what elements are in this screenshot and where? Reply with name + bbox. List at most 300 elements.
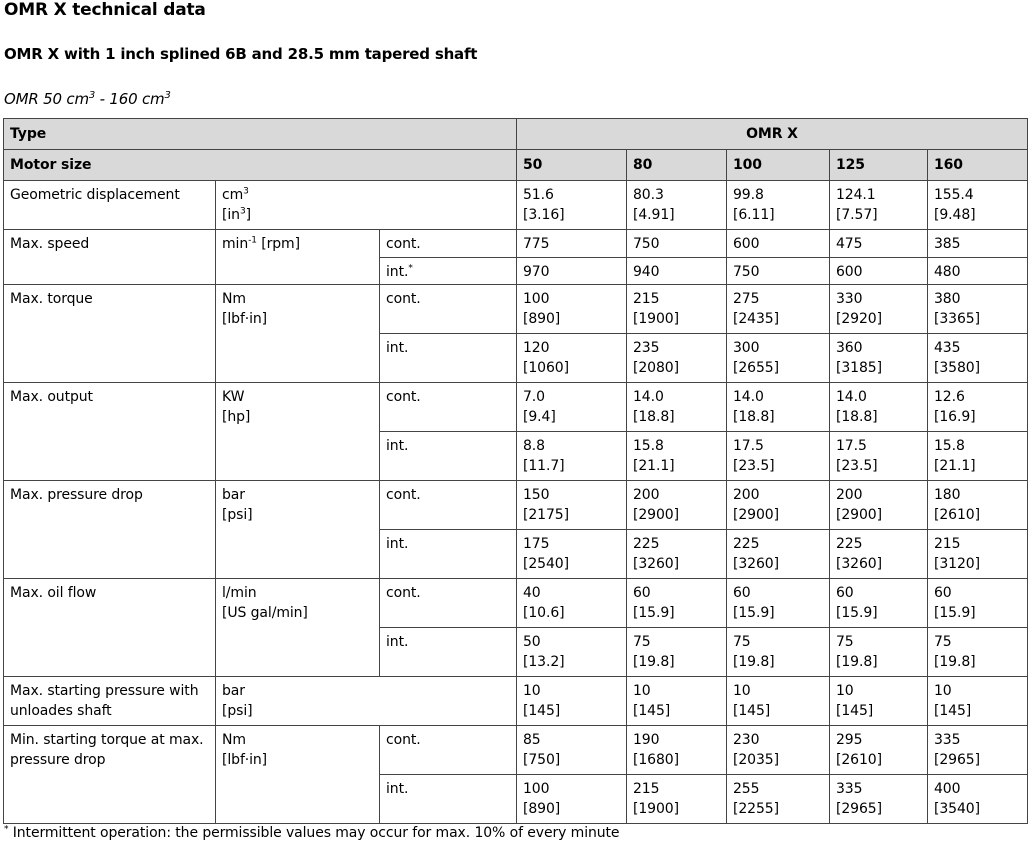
motor-size-label: Motor size xyxy=(10,157,92,173)
value-line: 14.0 xyxy=(633,389,664,405)
value-cell xyxy=(517,530,627,579)
value-line: [3260] xyxy=(633,556,679,572)
unit-text: min xyxy=(222,236,249,252)
value-line: 17.5 xyxy=(836,438,867,454)
param-label-cell xyxy=(4,383,216,481)
param-label-cell xyxy=(4,230,216,285)
motor-size-value: 50 xyxy=(523,157,543,173)
value-cell xyxy=(830,628,928,677)
motor-size-value: 80 xyxy=(633,157,653,173)
value-line: [2540] xyxy=(523,556,569,572)
row-starttorque-cont xyxy=(4,726,1028,775)
value-line: [15.9] xyxy=(934,605,976,621)
value-line: 75 xyxy=(934,634,952,650)
motor-size-cell xyxy=(928,150,1028,181)
param-label-cell xyxy=(4,481,216,579)
value-cell xyxy=(627,285,727,334)
row-speed-cont xyxy=(4,230,1028,258)
mode-cell xyxy=(380,432,517,481)
section-subtitle: OMR X with 1 inch splined 6B and 28.5 mm tapered shaft xyxy=(4,45,478,63)
value-cell xyxy=(627,530,727,579)
value-cell xyxy=(517,628,627,677)
unit-cell xyxy=(216,285,380,383)
value-line: 225 xyxy=(733,536,760,552)
value-line: bar xyxy=(222,487,245,503)
value-line: 275 xyxy=(733,291,760,307)
value-cell xyxy=(727,181,830,230)
value-cell xyxy=(830,530,928,579)
value-cell xyxy=(727,258,830,285)
value-line: 60 xyxy=(934,585,952,601)
unit-text: [rpm] xyxy=(256,236,300,252)
value-cell xyxy=(727,285,830,334)
value-line: 40 xyxy=(523,585,541,601)
value-line: [2610] xyxy=(836,752,882,768)
unit-cell xyxy=(216,230,380,285)
value-line: 200 xyxy=(733,487,760,503)
unit-text: cm xyxy=(222,187,244,203)
mode-label: int. xyxy=(386,438,409,454)
motor-size-value: 160 xyxy=(934,157,963,173)
value-line: 775 xyxy=(523,236,550,252)
value-line: 300 xyxy=(733,340,760,356)
row-torque-cont xyxy=(4,285,1028,334)
value-cell xyxy=(727,383,830,432)
value-line: 255 xyxy=(733,781,760,797)
unit-text: ] xyxy=(245,207,251,223)
value-line: 50 xyxy=(523,634,541,650)
mode-cell xyxy=(380,230,517,258)
value-cell xyxy=(928,677,1028,726)
motor-size-cell xyxy=(517,150,627,181)
value-line: [18.8] xyxy=(836,409,878,425)
value-cell xyxy=(727,628,830,677)
value-line: [hp] xyxy=(222,409,251,425)
value-cell xyxy=(830,230,928,258)
value-cell xyxy=(517,432,627,481)
value-line: 15.8 xyxy=(633,438,664,454)
value-line: 15.8 xyxy=(934,438,965,454)
value-line: [lbf·in] xyxy=(222,311,268,327)
value-cell xyxy=(727,579,830,628)
value-cell xyxy=(517,285,627,334)
value-cell xyxy=(627,481,727,530)
value-cell xyxy=(727,230,830,258)
value-line: 10 xyxy=(633,683,651,699)
value-line: 14.0 xyxy=(733,389,764,405)
value-line: 215 xyxy=(633,781,660,797)
value-line: [9.4] xyxy=(523,409,556,425)
value-line: 100 xyxy=(523,781,550,797)
value-cell xyxy=(928,628,1028,677)
value-cell xyxy=(727,677,830,726)
value-line: [145] xyxy=(733,703,771,719)
value-cell xyxy=(928,258,1028,285)
value-line: 225 xyxy=(633,536,660,552)
param-label-cell xyxy=(4,726,216,824)
value-cell xyxy=(830,334,928,383)
value-cell xyxy=(830,258,928,285)
value-line: 180 xyxy=(934,487,961,503)
value-line: [19.8] xyxy=(733,654,775,670)
param-label: Geometric displacement xyxy=(10,187,180,203)
value-line: [psi] xyxy=(222,507,253,523)
mode-label: cont. xyxy=(386,291,421,307)
param-label: Max. starting pressure with unloades shaft xyxy=(10,683,199,719)
value-line: [2920] xyxy=(836,311,882,327)
mode-cell xyxy=(380,481,517,530)
value-line: 8.8 xyxy=(523,438,545,454)
superscript: 3 xyxy=(239,206,246,217)
value-line: 7.0 xyxy=(523,389,545,405)
type-value-cell xyxy=(517,119,1028,150)
value-line: 124.1 xyxy=(836,187,876,203)
value-cell xyxy=(830,579,928,628)
value-cell xyxy=(727,432,830,481)
mode-label: cont. xyxy=(386,487,421,503)
motor-size-cell xyxy=(627,150,727,181)
value-line: 215 xyxy=(934,536,961,552)
value-cell xyxy=(627,230,727,258)
mode-cell xyxy=(380,285,517,334)
mode-cell xyxy=(380,530,517,579)
value-cell xyxy=(627,258,727,285)
value-line: 200 xyxy=(633,487,660,503)
value-line: 235 xyxy=(633,340,660,356)
value-cell xyxy=(830,383,928,432)
value-line: 100 xyxy=(523,291,550,307)
value-cell xyxy=(830,677,928,726)
param-label-cell xyxy=(4,181,216,230)
value-line: 14.0 xyxy=(836,389,867,405)
mode-label: int. xyxy=(386,340,409,356)
value-line: 175 xyxy=(523,536,550,552)
value-cell xyxy=(627,677,727,726)
value-line: [15.9] xyxy=(836,605,878,621)
mode-cell xyxy=(380,334,517,383)
value-cell xyxy=(830,775,928,824)
value-line: [21.1] xyxy=(633,458,675,474)
mode-cell xyxy=(380,579,517,628)
value-line: 99.8 xyxy=(733,187,764,203)
value-cell xyxy=(727,334,830,383)
value-line: [2435] xyxy=(733,311,779,327)
unit-cell xyxy=(216,481,380,579)
value-line: [psi] xyxy=(222,703,253,719)
value-cell xyxy=(727,481,830,530)
value-cell xyxy=(517,334,627,383)
value-line: 120 xyxy=(523,340,550,356)
value-line: 51.6 xyxy=(523,187,554,203)
value-cell xyxy=(517,230,627,258)
motor-size-cell xyxy=(727,150,830,181)
value-line: 335 xyxy=(934,732,961,748)
displacement-range: OMR 50 $cm^3 - 160$ $cm^3$ xyxy=(4,90,171,108)
value-cell xyxy=(517,258,627,285)
unit-line xyxy=(222,185,510,205)
value-line: [19.8] xyxy=(934,654,976,670)
value-line: l/min xyxy=(222,585,257,601)
value-cell xyxy=(627,579,727,628)
motor-size-cell xyxy=(830,150,928,181)
value-line: [19.8] xyxy=(633,654,675,670)
value-line: [10.6] xyxy=(523,605,565,621)
value-cell xyxy=(517,481,627,530)
value-line: [16.9] xyxy=(934,409,976,425)
value-line: 75 xyxy=(836,634,854,650)
type-label: Type xyxy=(10,126,47,142)
row-oilflow-cont xyxy=(4,579,1028,628)
value-line: 970 xyxy=(523,264,550,280)
value-line: [18.8] xyxy=(633,409,675,425)
value-line: 60 xyxy=(836,585,854,601)
param-label: Max. output xyxy=(10,389,93,405)
value-line: 75 xyxy=(633,634,651,650)
value-line: [2965] xyxy=(836,801,882,817)
value-cell xyxy=(517,383,627,432)
value-cell xyxy=(517,181,627,230)
value-line: 225 xyxy=(836,536,863,552)
value-line: [1900] xyxy=(633,311,679,327)
value-line: [23.5] xyxy=(733,458,775,474)
param-label: Min. starting torque at max. pressure drop xyxy=(10,732,204,768)
value-line: 335 xyxy=(836,781,863,797)
value-line: [890] xyxy=(523,801,561,817)
row-output-cont xyxy=(4,383,1028,432)
value-cell xyxy=(928,383,1028,432)
mode-cell xyxy=(380,383,517,432)
value-line: 190 xyxy=(633,732,660,748)
value-cell xyxy=(627,383,727,432)
value-line: [15.9] xyxy=(633,605,675,621)
value-line: 75 xyxy=(733,634,751,650)
unit-text: [in xyxy=(222,207,240,223)
value-line: 475 xyxy=(836,236,863,252)
value-line: [US gal/min] xyxy=(222,605,308,621)
value-line: [2655] xyxy=(733,360,779,376)
value-line: 435 xyxy=(934,340,961,356)
mode-label: int. xyxy=(386,781,409,797)
value-cell xyxy=(928,334,1028,383)
header-row-type xyxy=(4,119,1028,150)
param-label-cell xyxy=(4,285,216,383)
row-displacement xyxy=(4,181,1028,230)
value-line: [13.2] xyxy=(523,654,565,670)
mode-label: cont. xyxy=(386,732,421,748)
value-line: 10 xyxy=(836,683,854,699)
value-line: 10 xyxy=(523,683,541,699)
value-line: 480 xyxy=(934,264,961,280)
value-line: 385 xyxy=(934,236,961,252)
value-cell xyxy=(517,579,627,628)
mode-cell xyxy=(380,775,517,824)
value-cell xyxy=(517,677,627,726)
value-line: 200 xyxy=(836,487,863,503)
value-cell xyxy=(830,285,928,334)
value-line: 85 xyxy=(523,732,541,748)
value-cell xyxy=(928,432,1028,481)
value-line: 10 xyxy=(733,683,751,699)
value-cell xyxy=(627,181,727,230)
value-line: 80.3 xyxy=(633,187,664,203)
value-cell xyxy=(928,579,1028,628)
unit-line xyxy=(222,205,510,225)
mode-label: int. xyxy=(386,634,409,650)
value-line: [145] xyxy=(836,703,874,719)
value-line: [750] xyxy=(523,752,561,768)
value-line: [lbf·in] xyxy=(222,752,268,768)
value-line: [15.9] xyxy=(733,605,775,621)
value-line: 380 xyxy=(934,291,961,307)
value-line: 750 xyxy=(633,236,660,252)
param-label: Max. torque xyxy=(10,291,93,307)
value-line: [3580] xyxy=(934,360,980,376)
motor-size-value: 100 xyxy=(733,157,762,173)
value-line: 940 xyxy=(633,264,660,280)
value-line: KW xyxy=(222,389,245,405)
value-line: [18.8] xyxy=(733,409,775,425)
mode-cell xyxy=(380,628,517,677)
value-line: 60 xyxy=(733,585,751,601)
page-title: OMR X technical data xyxy=(4,0,206,20)
mode-label: int. xyxy=(386,536,409,552)
value-cell xyxy=(830,432,928,481)
value-line: [2900] xyxy=(836,507,882,523)
value-line: [2175] xyxy=(523,507,569,523)
unit-cell xyxy=(216,181,517,230)
value-line: 12.6 xyxy=(934,389,965,405)
value-line: 150 xyxy=(523,487,550,503)
value-line: [145] xyxy=(633,703,671,719)
superscript: -1 xyxy=(248,235,257,246)
value-cell xyxy=(830,181,928,230)
value-line: [3120] xyxy=(934,556,980,572)
value-cell xyxy=(727,726,830,775)
value-line: [9.48] xyxy=(934,207,976,223)
value-line: [2080] xyxy=(633,360,679,376)
param-label: Max. pressure drop xyxy=(10,487,143,503)
value-cell xyxy=(928,285,1028,334)
unit-cell xyxy=(216,677,517,726)
value-line: [2610] xyxy=(934,507,980,523)
value-line: [23.5] xyxy=(836,458,878,474)
value-line: 600 xyxy=(836,264,863,280)
value-line: 17.5 xyxy=(733,438,764,454)
value-cell xyxy=(627,726,727,775)
value-line: 215 xyxy=(633,291,660,307)
value-line: 295 xyxy=(836,732,863,748)
mode-cell xyxy=(380,726,517,775)
value-line: 155.4 xyxy=(934,187,974,203)
value-line: [3260] xyxy=(733,556,779,572)
value-line: [1060] xyxy=(523,360,569,376)
value-line: Nm xyxy=(222,732,246,748)
value-line: 10 xyxy=(934,683,952,699)
value-line: [2900] xyxy=(633,507,679,523)
row-startpress xyxy=(4,677,1028,726)
value-line: [1900] xyxy=(633,801,679,817)
value-line: [1680] xyxy=(633,752,679,768)
value-line: [19.8] xyxy=(836,654,878,670)
row-pressure-cont xyxy=(4,481,1028,530)
param-label-cell xyxy=(4,677,216,726)
value-line: [145] xyxy=(934,703,972,719)
footnote: * Intermittent operation: the permissible values may occur for max. 10% of every minute xyxy=(4,824,620,841)
header-row-motor-size xyxy=(4,150,1028,181)
value-line: [7.57] xyxy=(836,207,878,223)
value-cell xyxy=(830,726,928,775)
value-cell xyxy=(517,726,627,775)
technical-data-table xyxy=(3,118,1028,824)
param-label-cell xyxy=(4,579,216,677)
unit-cell xyxy=(216,579,380,677)
value-line: [11.7] xyxy=(523,458,565,474)
param-label: Max. speed xyxy=(10,236,90,252)
mode-cell xyxy=(380,258,517,285)
motor-size-label-cell xyxy=(4,150,517,181)
value-cell xyxy=(928,481,1028,530)
value-cell xyxy=(627,432,727,481)
value-cell xyxy=(627,775,727,824)
mode-label: cont. xyxy=(386,585,421,601)
value-cell xyxy=(928,181,1028,230)
value-line: bar xyxy=(222,683,245,699)
value-cell xyxy=(928,775,1028,824)
value-cell xyxy=(627,334,727,383)
value-line: 60 xyxy=(633,585,651,601)
type-label-cell xyxy=(4,119,517,150)
value-cell xyxy=(727,775,830,824)
type-value: OMR X xyxy=(746,126,798,142)
value-line: [3260] xyxy=(836,556,882,572)
superscript: * xyxy=(408,263,413,274)
value-line: [145] xyxy=(523,703,561,719)
value-line: 400 xyxy=(934,781,961,797)
mode-label: int. xyxy=(386,264,409,280)
value-line: [2965] xyxy=(934,752,980,768)
value-cell xyxy=(517,775,627,824)
value-line: [6.11] xyxy=(733,207,775,223)
value-line: [2900] xyxy=(733,507,779,523)
mode-label: cont. xyxy=(386,389,421,405)
unit-cell xyxy=(216,383,380,481)
value-line: Nm xyxy=(222,291,246,307)
value-line: [2255] xyxy=(733,801,779,817)
param-label: Max. oil flow xyxy=(10,585,97,601)
value-cell xyxy=(727,530,830,579)
superscript: 3 xyxy=(243,186,249,197)
value-line: [3540] xyxy=(934,801,980,817)
mode-label: cont. xyxy=(386,236,421,252)
value-line: 750 xyxy=(733,264,760,280)
value-cell xyxy=(928,530,1028,579)
unit-cell xyxy=(216,726,380,824)
value-line: [3185] xyxy=(836,360,882,376)
value-line: 330 xyxy=(836,291,863,307)
value-cell xyxy=(928,230,1028,258)
value-line: [2035] xyxy=(733,752,779,768)
value-line: 360 xyxy=(836,340,863,356)
value-cell xyxy=(627,628,727,677)
value-line: [3365] xyxy=(934,311,980,327)
motor-size-value: 125 xyxy=(836,157,865,173)
value-cell xyxy=(928,726,1028,775)
value-line: [21.1] xyxy=(934,458,976,474)
value-line: 600 xyxy=(733,236,760,252)
value-line: [3.16] xyxy=(523,207,565,223)
value-line: [890] xyxy=(523,311,561,327)
value-line: [4.91] xyxy=(633,207,675,223)
